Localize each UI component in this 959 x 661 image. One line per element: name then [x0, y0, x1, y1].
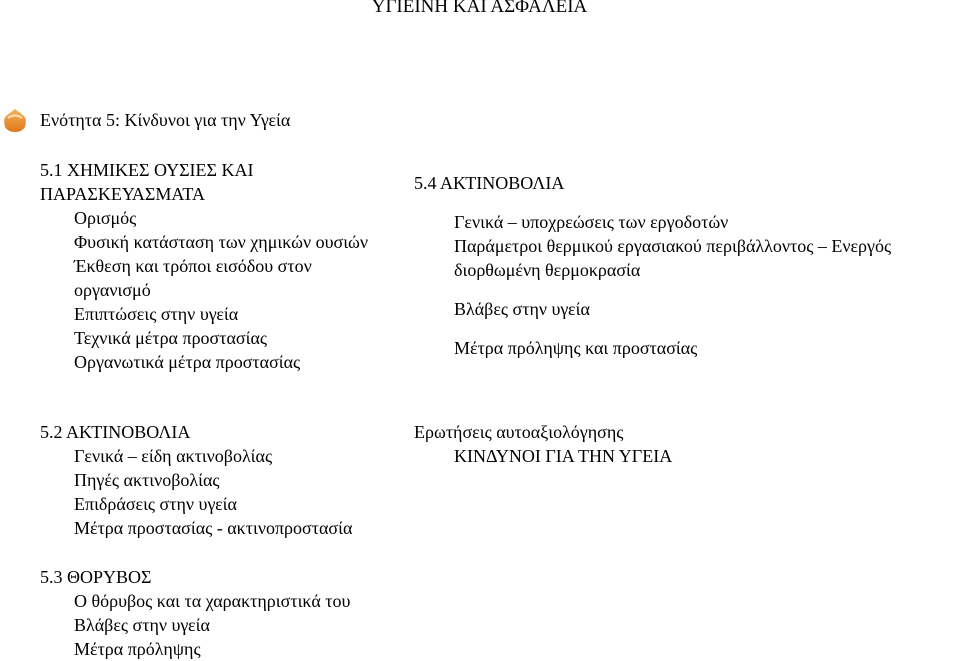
topic-link[interactable]: Πηγές ακτινοβολίας — [74, 470, 220, 490]
topic-link[interactable]: Οργανωτικά μέτρα προστασίας — [74, 352, 301, 372]
topic-link[interactable]: Μέτρα πρόληψης και προστασίας — [454, 338, 698, 358]
topic-link[interactable]: Επιπτώσεις στην υγεία — [74, 304, 239, 324]
topic-link[interactable]: Μέτρα προστασίας - ακτινοπροστασία — [74, 518, 353, 538]
self-assessment-link[interactable]: ΚΙΝΔΥΝΟΙ ΓΙΑ ΤΗΝ ΥΓΕΙΑ — [454, 446, 673, 466]
topic-link[interactable]: Γενικά – υποχρεώσεις των εργοδοτών — [454, 212, 729, 232]
topic-link[interactable]: Γενικά – είδη ακτινοβολίας — [74, 446, 273, 466]
topic-link[interactable]: Παράμετροι θερμικού εργασιακού περιβάλλοντος – Ενεργός — [454, 236, 892, 256]
topic-link[interactable]: Βλάβες στην υγεία — [74, 615, 210, 635]
section-self-assessment — [414, 420, 672, 468]
page-title: ΥΓΙΕΙΝΗ ΚΑΙ ΑΣΦΑΛΕΙΑ — [371, 0, 588, 17]
section-chemicals — [40, 158, 370, 374]
section-heading-5-4[interactable]: 5.4 ΑΚΤΙΝΟΒΟΛΙΑ — [414, 173, 565, 193]
topic-link[interactable]: Φυσική κατάσταση των χημικών ουσιών — [74, 232, 369, 252]
section-radiation — [40, 420, 352, 540]
section-thermal — [414, 171, 891, 360]
topic-link[interactable]: Ορισμός — [74, 208, 137, 228]
topic-link[interactable]: Ο θόρυβος και τα χαρακτηριστικά του — [74, 591, 351, 611]
unit-title: Ενότητα 5: Κίνδυνοι για την Υγεία — [40, 110, 291, 130]
topic-link[interactable]: Επιδράσεις στην υγεία — [74, 494, 237, 514]
section-noise — [40, 565, 350, 661]
section-heading-5-3[interactable]: 5.3 ΘΟΡΥΒΟΣ — [40, 567, 152, 587]
topic-link[interactable]: Έκθεση και τρόποι εισόδου στον οργανισμό — [74, 256, 312, 300]
topic-link[interactable]: Μέτρα πρόληψης — [74, 639, 201, 659]
section-heading-5-1[interactable]: 5.1 ΧΗΜΙΚΕΣ ΟΥΣΙΕΣ ΚΑΙ ΠΑΡΑΣΚΕΥΑΣΜΑΤΑ — [40, 160, 254, 204]
orange-shield-icon — [2, 107, 28, 133]
topic-link[interactable]: Τεχνικά μέτρα προστασίας — [74, 328, 268, 348]
section-heading-5-2[interactable]: 5.2 ΑΚΤΙΝΟΒΟΛΙΑ — [40, 422, 191, 442]
topic-link[interactable]: Βλάβες στην υγεία — [454, 299, 590, 319]
topic-link-continued[interactable]: διορθωμένη θερμοκρασία — [454, 260, 641, 280]
self-assessment-heading[interactable]: Ερωτήσεις αυτοαξιολόγησης — [414, 422, 624, 442]
